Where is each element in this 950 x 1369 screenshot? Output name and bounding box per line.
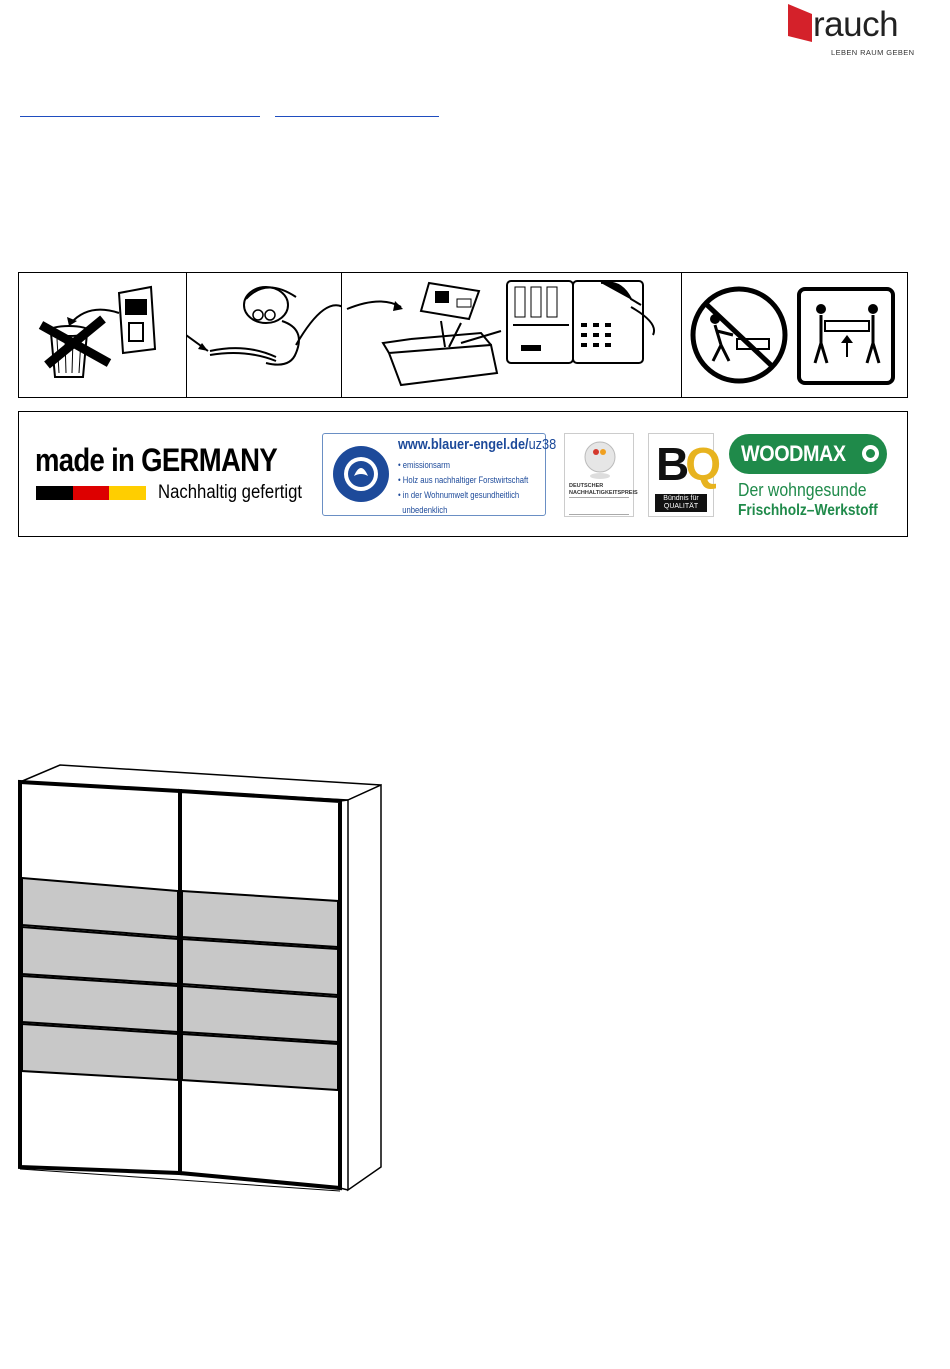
german-flag-stripe [36,486,146,500]
bq-letters: BQ [656,438,718,490]
bq-text: Bündnis für QUALITÄT [655,494,707,512]
criteria-item: unbedenklich [398,505,448,515]
sliding-door-wardrobe-icon [15,755,385,1195]
woodmax-tagline-2: Frischholz–Werkstoff [738,502,878,519]
right-door [180,791,340,1188]
flag-red [73,486,110,500]
made-in-subtitle: Nachhaltig gefertigt [158,482,303,503]
keep-instructions-with-parts-icon [341,273,682,397]
criteria-item: • Holz aus nachhaltiger Forstwirtschaft [398,475,529,485]
woodmax-label: WOODMAX [741,441,846,466]
made-in-germany-title: made in GERMANY [35,442,277,478]
instruction-pictograms [18,272,908,398]
document-link-2[interactable] [275,106,439,117]
blauer-engel-seal-icon [332,444,390,504]
logo-wordmark: rauch [813,5,899,44]
bq-badge [648,433,718,517]
logo-red-shape [788,4,812,42]
document-link-1[interactable] [20,106,260,117]
logo-tagline: LEBEN RAUM GEBEN [831,48,915,57]
flag-gold [109,486,146,500]
award-sphere-icon [583,440,617,480]
blauer-engel-badge [322,433,557,516]
left-door [20,782,180,1173]
blauer-engel-url[interactable]: www.blauer-engel.de/uz38 [398,436,557,453]
award-label: DEUTSCHER NACHHALTIGKEITSPREIS [569,483,638,496]
criteria-item: • emissionsarm [398,460,450,470]
do-not-discard-instructions-icon [19,273,187,397]
woodmax-badge [729,434,887,474]
read-instructions-icon [186,273,342,397]
flag-black [36,486,73,500]
woodmax-tagline-1: Der wohngesunde [738,480,867,500]
blauer-engel-criteria [398,458,528,518]
criteria-item: • in der Wohnumwelt gesundheitlich [398,490,520,500]
nachhaltigkeitspreis-badge [564,433,638,517]
do-not-push-lift-furniture-icon [681,273,908,397]
certification-banner [18,411,908,537]
woodmax-seal-icon [862,445,879,462]
